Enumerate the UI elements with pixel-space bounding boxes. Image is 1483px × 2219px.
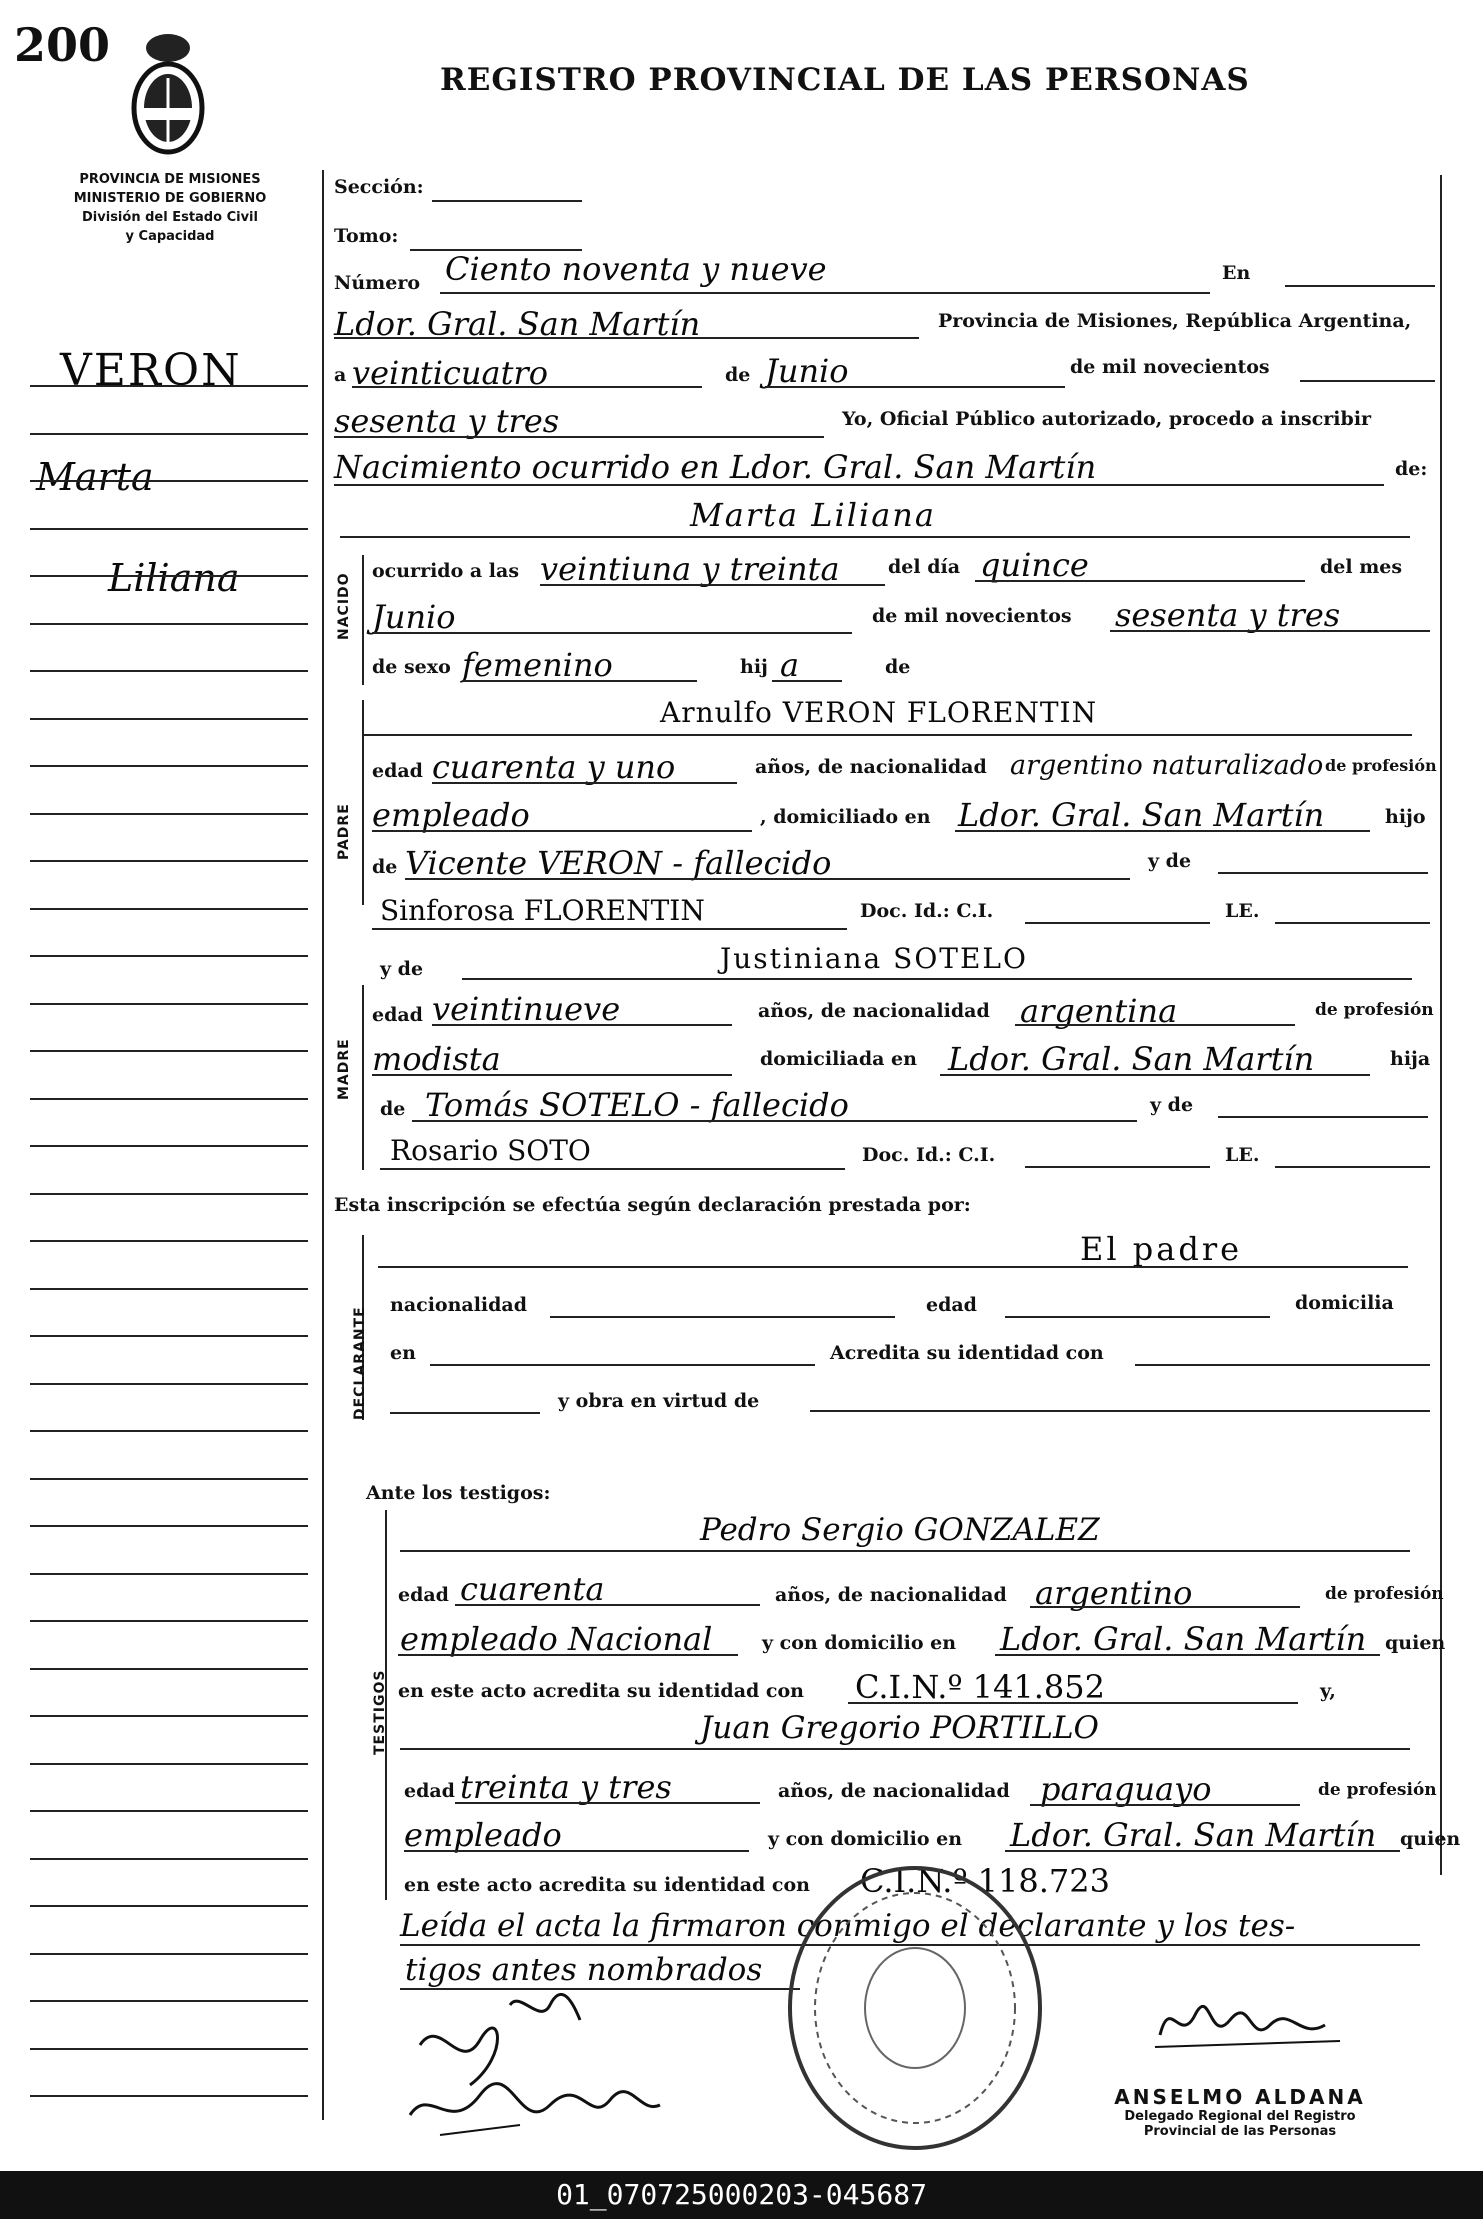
oficial-nombre: ANSELMO ALDANA — [1114, 2085, 1366, 2109]
testigo-1-profesion-label: de profesión — [1325, 1584, 1444, 1604]
testigo-1-acredita-label: en este acto acredita su identidad con — [398, 1680, 804, 1702]
testigo-1-profesion-value: empleado Nacional — [400, 1620, 713, 1658]
padre-madre-value: Sinforosa FLORENTIN — [380, 894, 705, 927]
declarante-obra-label: y obra en virtud de — [558, 1390, 760, 1412]
margin-rule — [30, 1525, 308, 1527]
testigo-1-nombre-value: Pedro Sergio GONZALEZ — [700, 1512, 1100, 1548]
page-number: 200 — [14, 18, 111, 72]
de-mil-novecientos-label: de mil novecientos — [872, 605, 1072, 627]
form-right-border — [1440, 175, 1442, 1875]
nacido-hija-value: a — [780, 646, 800, 684]
padre-nombre-value: Arnulfo VERON FLORENTIN — [660, 696, 1098, 729]
margin-rule — [30, 1905, 308, 1907]
padre-le-label: LE. — [1225, 900, 1260, 922]
cierre-linea-2: tigos antes nombrados — [405, 1952, 763, 1988]
madre-nombre-value: Justiniana SOTELO — [720, 942, 1028, 975]
padre-doc-label: Doc. Id.: C.I. — [860, 900, 994, 922]
margin-rule — [30, 1335, 308, 1337]
testigo-2-nacionalidad-value: paraguayo — [1040, 1770, 1212, 1808]
del-mes-label: del mes — [1320, 556, 1403, 578]
cierre-linea-1: Leída el acta la firmaron conmigo el declarante y los tes- — [400, 1908, 1296, 1944]
testigo-1-edad-value: cuarenta — [460, 1570, 605, 1608]
testigo-2-identidad-value: C.I.N.º 118.723 — [860, 1862, 1110, 1900]
madre-doc-label: Doc. Id.: C.I. — [862, 1144, 996, 1166]
testigo-2-acredita-label: en este acto acredita su identidad con — [404, 1874, 810, 1896]
margin-rule — [30, 1620, 308, 1622]
seccion-label: Sección: — [334, 176, 424, 198]
fecha-de-label: de — [725, 364, 751, 386]
madre-edad-value: veintinueve — [432, 990, 621, 1028]
coat-of-arms-icon — [118, 28, 218, 163]
madre-madre-value: Rosario SOTO — [390, 1134, 591, 1167]
margin-rule — [30, 1383, 308, 1385]
testigo-1-edad-label: edad — [398, 1584, 449, 1606]
margin-rule — [30, 955, 308, 957]
margin-rule — [30, 1098, 308, 1100]
margin-rule — [30, 2048, 308, 2050]
nacido-dia-value: quince — [980, 546, 1089, 584]
section-nacido-label: NACIDO — [336, 572, 352, 640]
padre-de-label: de — [372, 856, 398, 878]
margin-rule — [30, 1715, 308, 1717]
margin-rule — [30, 1858, 308, 1860]
domiciliada-label: domiciliada en — [760, 1048, 917, 1070]
section-madre-label: MADRE — [336, 1038, 352, 1100]
declarante-domicilia-label: domicilia — [1295, 1292, 1394, 1314]
margin-rule — [30, 1003, 308, 1005]
testigo-2-nacionalidad-label: años, de nacionalidad — [778, 1780, 1010, 1802]
margin-name-1: Marta — [36, 455, 154, 499]
padre-profesion-value: empleado — [372, 796, 530, 834]
nacido-anio-value: sesenta y tres — [1115, 596, 1341, 634]
issuer-line-1: PROVINCIA DE MISIONES — [79, 172, 261, 187]
signature-scribbles — [400, 1985, 720, 2165]
testigo-1-nacionalidad-label: años, de nacionalidad — [775, 1584, 1007, 1606]
testigo-2-profesion-label: de profesión — [1318, 1780, 1437, 1800]
margin-rule — [30, 813, 308, 815]
section-testigos-label: TESTIGOS — [372, 1669, 388, 1755]
margin-rule — [30, 718, 308, 720]
testigo-2-profesion-value: empleado — [404, 1816, 562, 1854]
declarante-acredita-label: Acredita su identidad con — [830, 1342, 1104, 1364]
testigo-1-domicilio-value: Ldor. Gral. San Martín — [1000, 1620, 1367, 1658]
inscripcion-label: Esta inscripción se efectúa según declaración prestada por: — [334, 1194, 971, 1216]
oficial-cargo-2: Provincial de las Personas — [1143, 2124, 1337, 2139]
nacido-sexo-value: femenino — [462, 646, 613, 684]
oficial-block — [1080, 2085, 1400, 2139]
nacido-hora-value: veintiuna y treinta — [540, 550, 840, 588]
numero-value: Ciento noventa y nueve — [445, 250, 827, 288]
margin-rule — [30, 1145, 308, 1147]
madre-nacionalidad-label: años, de nacionalidad — [758, 1000, 990, 1022]
de-colon-label: de: — [1395, 458, 1428, 480]
fecha-dia-value: veinticuatro — [352, 354, 548, 392]
en-label: En — [1222, 262, 1251, 284]
padre-edad-label: edad — [372, 760, 423, 782]
margin-rule — [30, 1193, 308, 1195]
oficial-label: Yo, Oficial Público autorizado, procedo a inscribir — [842, 408, 1372, 430]
testigo-2-domicilio-label: y con domicilio en — [768, 1828, 963, 1850]
form-left-border — [322, 170, 324, 2120]
testigo-2-edad-value: treinta y tres — [460, 1768, 672, 1806]
provincia-label: Provincia de Misiones, República Argentina, — [938, 310, 1412, 332]
de-sexo-label: de sexo — [372, 656, 451, 678]
margin-rule — [30, 385, 308, 387]
numero-label: Número — [334, 272, 421, 294]
testigo-2-nombre-value: Juan Gregorio PORTILLO — [700, 1710, 1099, 1746]
padre-nacionalidad-value: argentino naturalizado — [1010, 750, 1324, 781]
ante-testigos-label: Ante los testigos: — [366, 1482, 551, 1504]
margin-rule — [30, 1953, 308, 1955]
madre-profesion-value: modista — [372, 1040, 501, 1078]
hij-label: hij — [740, 656, 768, 678]
official-stamp — [775, 1858, 1055, 2158]
declarante-nacionalidad-label: nacionalidad — [390, 1294, 528, 1316]
margin-rule — [30, 480, 308, 482]
hija-label: hija — [1390, 1048, 1431, 1070]
testigo-1-quien-label: quien — [1385, 1632, 1446, 1654]
fecha-anio-value: sesenta y tres — [334, 402, 560, 440]
testigo-2-domicilio-value: Ldor. Gral. San Martín — [1010, 1816, 1377, 1854]
testigo-1-identidad-value: C.I.N.º 141.852 — [855, 1668, 1105, 1706]
padre-profesion-label: de profesión — [1325, 756, 1437, 775]
margin-rule — [30, 1573, 308, 1575]
lugar-value: Ldor. Gral. San Martín — [334, 305, 701, 343]
madre-y-de-label: y de — [380, 958, 424, 980]
margin-rule — [30, 433, 308, 435]
testigo-1-y-label: y, — [1320, 1680, 1336, 1702]
margin-rule — [30, 670, 308, 672]
madre-edad-label: edad — [372, 1004, 423, 1026]
madre-padre-value: Tomás SOTELO - fallecido — [425, 1086, 849, 1124]
declarante-edad-label: edad — [926, 1294, 977, 1316]
document-title: REGISTRO PROVINCIAL DE LAS PERSONAS — [440, 62, 1250, 98]
fecha-a-label: a — [334, 364, 347, 386]
declarante-en-label: en — [390, 1342, 416, 1364]
margin-rule — [30, 2000, 308, 2002]
oficial-cargo-1: Delegado Regional del Registro — [1124, 2109, 1356, 2124]
margin-rule — [30, 623, 308, 625]
margin-rule — [30, 1288, 308, 1290]
declarante-nombre-value: El padre — [1080, 1230, 1243, 1268]
padre-domicilio-value: Ldor. Gral. San Martín — [958, 796, 1325, 834]
margin-surname: VERON — [60, 345, 242, 396]
ocurrido-label: ocurrido a las — [372, 560, 520, 582]
margin-rule — [30, 528, 308, 530]
margin-rule — [30, 2095, 308, 2097]
tomo-label: Tomo: — [334, 225, 399, 247]
domiciliado-label: , domiciliado en — [760, 806, 931, 828]
margin-rule — [30, 1763, 308, 1765]
issuer-block — [30, 170, 310, 246]
testigo-2-edad-label: edad — [404, 1780, 455, 1802]
hijo-label: hijo — [1385, 806, 1426, 828]
official-signature — [1150, 1985, 1350, 2065]
margin-rule — [30, 1240, 308, 1242]
padre-y-de-label: y de — [1148, 850, 1192, 872]
margin-rule — [30, 1810, 308, 1812]
margin-rule — [30, 575, 308, 577]
madre-nacionalidad-value: argentina — [1020, 992, 1178, 1030]
padre-padre-value: Vicente VERON - fallecido — [405, 844, 832, 882]
margin-rule — [30, 860, 308, 862]
margin-rule — [30, 908, 308, 910]
madre-profesion-label: de profesión — [1315, 1000, 1434, 1020]
section-declarante-label: DECLARANTE — [352, 1306, 368, 1420]
margin-rule — [30, 1668, 308, 1670]
madre-de-label: de — [380, 1098, 406, 1120]
testigo-1-nacionalidad-value: argentino — [1035, 1574, 1193, 1612]
madre-le-label: LE. — [1225, 1144, 1260, 1166]
issuer-line-2: MINISTERIO DE GOBIERNO — [73, 191, 267, 206]
testigo-1-domicilio-label: y con domicilio en — [762, 1632, 957, 1654]
fecha-mes-value: Junio — [765, 352, 849, 390]
padre-edad-value: cuarenta y uno — [432, 748, 676, 786]
section-padre-label: PADRE — [336, 803, 352, 860]
de-label-sexo: de — [885, 656, 911, 678]
acto-value: Nacimiento ocurrido en Ldor. Gral. San Martín — [334, 448, 1097, 486]
nacido-mes-value: Junio — [372, 598, 456, 636]
margin-name-2: Liliana — [108, 556, 240, 600]
nacido-nombre-value: Marta Liliana — [690, 496, 936, 534]
margin-rule — [30, 1430, 308, 1432]
margin-rule — [30, 765, 308, 767]
issuer-line-4: y Capacidad — [125, 229, 215, 244]
footer-id-bar: 01_070725000203-045687 — [0, 2171, 1483, 2219]
margin-rule — [30, 1050, 308, 1052]
madre-y-de-label-2: y de — [1150, 1094, 1194, 1116]
issuer-line-3: División del Estado Civil — [82, 210, 258, 225]
margin-rule — [30, 1478, 308, 1480]
testigo-2-quien-label: quien — [1400, 1828, 1461, 1850]
del-dia-label: del día — [888, 556, 961, 578]
madre-domicilio-value: Ldor. Gral. San Martín — [948, 1040, 1315, 1078]
padre-nacionalidad-label: años, de nacionalidad — [755, 756, 987, 778]
mil-novecientos-label: de mil novecientos — [1070, 356, 1270, 378]
